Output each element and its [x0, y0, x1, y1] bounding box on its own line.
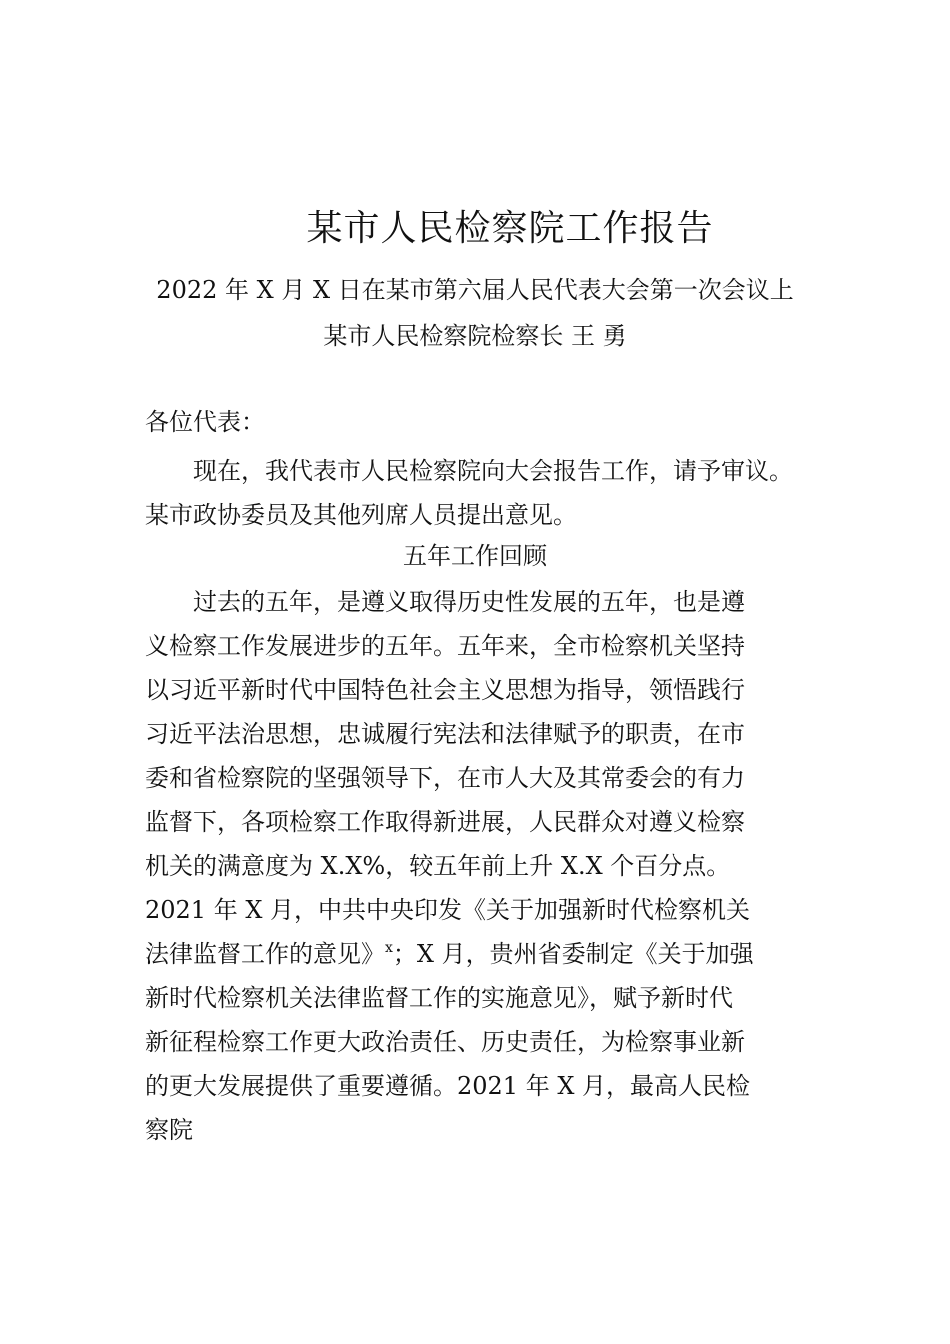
body-line: 2021 年 X 月，中共中央印发《关于加强新时代检察机关: [145, 896, 751, 924]
body-line: 新征程检察工作更大政治责任、历史责任，为检察事业新: [145, 1028, 745, 1056]
body-line: 习近平法治思想，忠诚履行宪法和法律赋予的职责，在市: [145, 720, 745, 748]
body-line-part: ；X 月，贵州省委制定《关于加强: [392, 940, 754, 968]
greeting: 各位代表：: [145, 408, 265, 436]
body-line: 新时代检察机关法律监督工作的实施意见》，赋予新时代: [145, 984, 733, 1012]
intro-paragraph: 现在，我代表市人民检察院向大会报告工作，请予审议。某市政协委员及其他列席人员提出意见。: [145, 457, 793, 529]
body-line-with-footnote: [145, 932, 795, 976]
body-paragraph: [145, 580, 795, 1152]
body-line: 监督下，各项检察工作取得新进展，人民群众对遵义检察: [145, 808, 745, 836]
body-line: 的更大发展提供了重要遵循。2021 年 X 月，最高人民检: [145, 1072, 751, 1100]
body-line: 委和省检察院的坚强领导下，在市人大及其常委会的有力: [145, 764, 745, 792]
document-subtitle-meeting: 2022 年 X 月 X 日在某市第六届人民代表大会第一次会议上: [156, 276, 794, 304]
section-heading: 五年工作回顾: [403, 542, 547, 570]
body-line: 以习近平新时代中国特色社会主义思想为指导，领悟践行: [145, 676, 745, 704]
document-title: 某市人民检察院工作报告: [306, 208, 714, 249]
document-subtitle-author: 某市人民检察院检察长 王 勇: [323, 322, 627, 350]
body-line-part: 法律监督工作的意见》: [145, 940, 385, 968]
body-line: 察院: [145, 1116, 193, 1144]
footnote-mark: x: [385, 940, 393, 956]
body-line: 过去的五年，是遵义取得历史性发展的五年，也是遵: [193, 588, 745, 616]
body-line: 机关的满意度为 X.X%，较五年前上升 X.X 个百分点。: [145, 852, 731, 880]
body-line: 义检察工作发展进步的五年。五年来，全市检察机关坚持: [145, 632, 745, 660]
